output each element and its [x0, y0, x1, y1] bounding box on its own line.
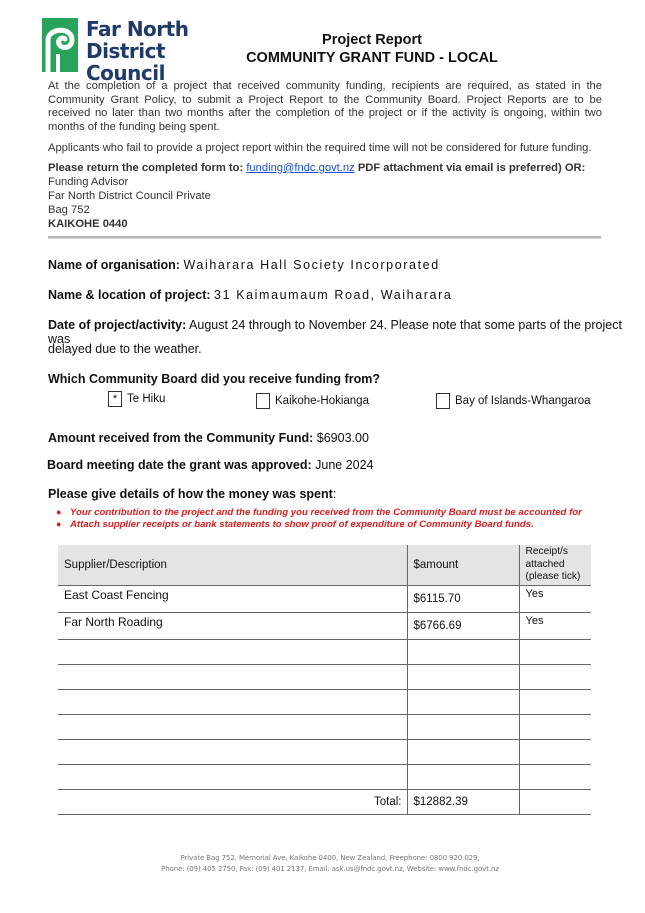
- board-question-label: Which Community Board did you receive funding from?: [48, 372, 380, 386]
- receipt-cell[interactable]: [519, 665, 591, 690]
- page-title: [222, 31, 522, 67]
- council-name-line2: District Council: [86, 39, 166, 85]
- amount-label: Amount received from the Community Fund:: [48, 431, 314, 445]
- expenditure-table: [58, 545, 591, 815]
- council-logo-icon: [42, 18, 82, 74]
- amount-cell[interactable]: $6115.70: [407, 586, 519, 613]
- supplier-cell[interactable]: Far North Roading: [58, 613, 407, 640]
- date-label: Date of project/activity:: [48, 318, 187, 332]
- page-footer: [120, 853, 540, 875]
- receipt-cell[interactable]: Yes: [519, 613, 591, 640]
- meeting-date-value[interactable]: June 2024: [315, 458, 374, 472]
- receipt-cell[interactable]: [519, 690, 591, 715]
- bullet-icon: ●: [56, 519, 62, 529]
- council-name-line1: Far North: [86, 17, 189, 41]
- note-item: Your contribution to the project and the funding you received from the Community Board must be accounted for: [70, 507, 582, 518]
- council-logo: [42, 16, 222, 85]
- receipt-cell[interactable]: [519, 640, 591, 665]
- date-value[interactable]: August 24 through to November 24. Please note that some parts of the project was: [48, 318, 622, 346]
- column-header-receipt-line: (please tick): [525, 571, 581, 583]
- council-name: [86, 18, 222, 84]
- footer-line: Private Bag 752, Memorial Ave, Kaikohe 0400, New Zealand, Freephone: 0800 920 029,: [180, 854, 480, 862]
- return-email-link[interactable]: funding@fndc.govt.nz: [246, 162, 355, 174]
- footer-line: Phone: (09) 405 2750, Fax: (09) 401 2137, Email: ask.us@fndc.govt.nz, Website: www.fndc.govt.nz: [161, 865, 499, 873]
- date-value-continued[interactable]: delayed due to the weather.: [48, 342, 202, 356]
- amount-field: [48, 431, 369, 445]
- column-header-receipt-line: attached: [525, 558, 565, 570]
- amount-cell[interactable]: [407, 665, 519, 690]
- amount-cell[interactable]: [407, 690, 519, 715]
- receipt-cell[interactable]: Yes: [519, 586, 591, 613]
- board-question: [48, 372, 380, 386]
- supplier-cell[interactable]: [58, 715, 407, 740]
- report-title: Project Report: [322, 32, 422, 48]
- board-option-label: Bay of Islands-Whangaroa: [455, 395, 591, 408]
- table-row: [58, 665, 591, 690]
- checkbox[interactable]: [256, 393, 270, 409]
- address-line: Bag 752: [48, 204, 90, 216]
- supplier-cell[interactable]: [58, 740, 407, 765]
- report-subtitle: COMMUNITY GRANT FUND - LOCAL: [246, 50, 498, 66]
- checkbox[interactable]: [436, 393, 450, 409]
- table-total-row: [58, 790, 591, 815]
- column-header-receipt: [519, 545, 591, 586]
- details-label: Please give details of how the money was spent: [48, 487, 333, 501]
- board-option-label: Te Hiku: [127, 393, 166, 406]
- receipt-cell[interactable]: [519, 740, 591, 765]
- organisation-label: Name of organisation:: [48, 258, 180, 272]
- section-divider: [48, 236, 601, 239]
- board-option-te-hiku[interactable]: [108, 391, 165, 407]
- table-row: [58, 740, 591, 765]
- total-receipt-cell[interactable]: [519, 790, 591, 815]
- amount-cell[interactable]: [407, 715, 519, 740]
- table-row: [58, 586, 591, 613]
- column-header-amount: $amount: [407, 545, 519, 586]
- column-header-supplier: Supplier/Description: [58, 545, 407, 586]
- organisation-value[interactable]: Waiharara Hall Society Incorporated: [183, 258, 440, 272]
- address-line: Far North District Council Private: [48, 190, 211, 202]
- total-value[interactable]: $12882.39: [407, 790, 519, 815]
- intro-paragraph: At the completion of a project that received community funding, recipients are required, as stated in the Community Grant Policy, to submit a Project Report to the Community Board. Project Reports are to be received no later than two months after the completion of the project or if the activity is ongoing, within two months of the funding being spent.: [48, 80, 602, 133]
- table-header-row: [58, 545, 591, 586]
- checkbox[interactable]: *: [108, 391, 122, 407]
- location-label: Name & location of project:: [48, 288, 211, 302]
- location-field: [48, 288, 452, 302]
- location-value[interactable]: 31 Kaimaumaum Road, Waiharara: [214, 288, 453, 302]
- table-row: [58, 640, 591, 665]
- address-line: Funding Advisor: [48, 176, 129, 188]
- organisation-field: [48, 258, 440, 272]
- board-option-label: Kaikohe-Hokianga: [275, 395, 369, 408]
- supplier-cell[interactable]: East Coast Fencing: [58, 586, 407, 613]
- receipt-cell[interactable]: [519, 715, 591, 740]
- note-item: Attach supplier receipts or bank statements to show proof of expenditure of Community Board funds.: [70, 519, 534, 530]
- board-option-bay-of-islands[interactable]: [436, 393, 591, 409]
- meeting-date-label: Board meeting date the grant was approved:: [47, 458, 312, 472]
- amount-cell[interactable]: $6766.69: [407, 613, 519, 640]
- postal-address: [48, 175, 211, 231]
- details-colon: :: [332, 487, 337, 501]
- table-row: [58, 690, 591, 715]
- supplier-cell[interactable]: [58, 690, 407, 715]
- board-option-kaikohe-hokianga[interactable]: [256, 393, 369, 409]
- amount-cell[interactable]: [407, 740, 519, 765]
- table-row: [58, 715, 591, 740]
- supplier-cell[interactable]: [58, 765, 407, 790]
- supplier-cell[interactable]: [58, 640, 407, 665]
- receipt-cell[interactable]: [519, 765, 591, 790]
- bullet-icon: ●: [56, 507, 62, 517]
- amount-value[interactable]: $6903.00: [316, 431, 369, 445]
- address-line-bold: KAIKOHE 0440: [48, 218, 128, 230]
- table-row: [58, 765, 591, 790]
- supplier-cell[interactable]: [58, 665, 407, 690]
- amount-cell[interactable]: [407, 765, 519, 790]
- amount-cell[interactable]: [407, 640, 519, 665]
- meeting-date-field: [47, 458, 374, 472]
- table-row: [58, 613, 591, 640]
- return-instructions: [48, 162, 608, 174]
- total-label: Total:: [58, 790, 407, 815]
- return-label: Please return the completed form to:: [48, 162, 244, 174]
- warning-paragraph: Applicants who fail to provide a project report within the required time will not be considered for future funding.: [48, 142, 592, 154]
- column-header-receipt-line: Receipt/s: [525, 546, 568, 558]
- details-heading: [48, 487, 336, 501]
- return-note: PDF attachment via email is preferred) OR:: [357, 162, 586, 174]
